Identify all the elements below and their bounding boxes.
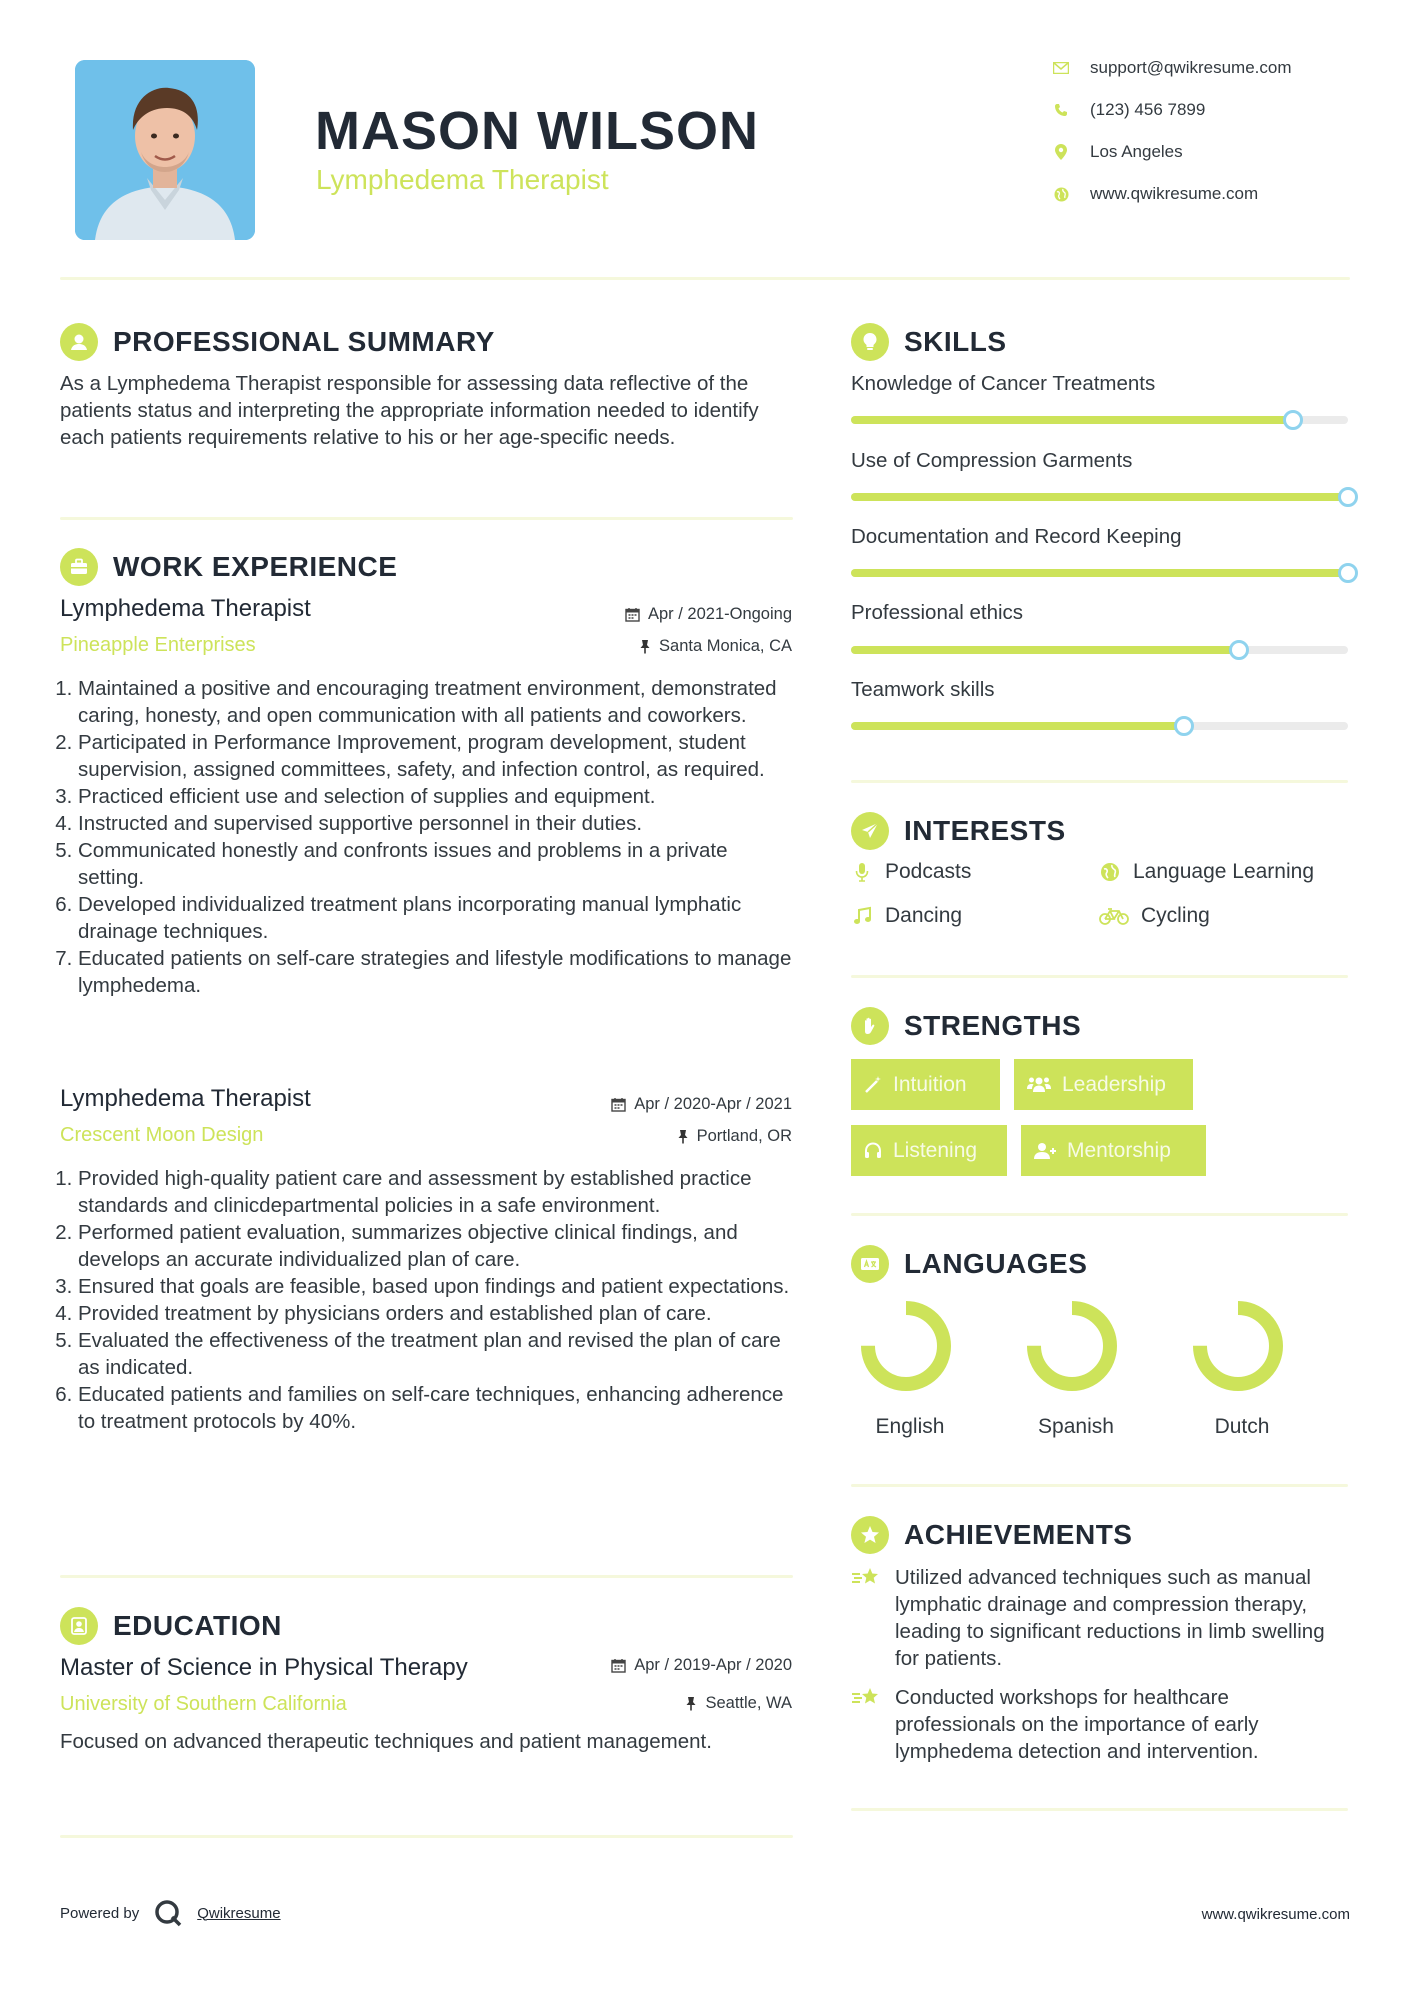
- interest-item: [1099, 904, 1210, 928]
- summary-divider: [60, 517, 793, 520]
- list-item: 1. Maintained a positive and encouraging treatment environment, demonstrated caring, honesty, and open communication with all patients and coworkers.: [78, 675, 795, 729]
- skill-bar: [851, 646, 1348, 654]
- language-ring: [860, 1300, 952, 1392]
- job-2-title: Lymphedema Therapist: [60, 1085, 311, 1112]
- education-dates-text: Apr / 2019-Apr / 2020: [634, 1656, 792, 1674]
- education-header: [60, 1607, 282, 1645]
- calendar-icon: [611, 1658, 626, 1673]
- strength-tag: [851, 1059, 1000, 1110]
- user-plus-icon: [1033, 1141, 1057, 1161]
- strength-tag: [851, 1125, 1007, 1176]
- skill-bar-knob: [1283, 410, 1303, 430]
- language-name: Spanish: [1038, 1415, 1114, 1438]
- skill-bar-knob: [1229, 640, 1249, 660]
- footer-powered-by: [60, 1898, 281, 1928]
- job-1-location: [639, 637, 792, 656]
- skill-bar: [851, 722, 1348, 730]
- interest-item: [851, 860, 971, 884]
- contact-email-text: support@qwikresume.com: [1090, 58, 1292, 77]
- job-2-dates-text: Apr / 2020-Apr / 2021: [634, 1095, 792, 1113]
- language-ring: [1026, 1300, 1118, 1392]
- paper-plane-icon: [851, 812, 889, 850]
- language-name: English: [875, 1415, 945, 1438]
- star-badge-icon: [851, 1516, 889, 1554]
- job-1-duties: [60, 675, 795, 999]
- magic-wand-icon: [863, 1075, 883, 1095]
- achievements-title: ACHIEVEMENTS: [904, 1519, 1133, 1550]
- interests-divider: [851, 975, 1348, 978]
- strength-label: Listening: [893, 1138, 978, 1162]
- interest-label: Podcasts: [885, 860, 972, 883]
- contact-location-text: Los Angeles: [1090, 142, 1183, 161]
- lightbulb-icon: [851, 323, 889, 361]
- experience-divider: [60, 1575, 793, 1578]
- qwikresume-logo-icon: [153, 1898, 183, 1928]
- experience-header: [60, 548, 397, 586]
- map-pin-icon: [1052, 143, 1070, 161]
- strengths-header: [851, 1007, 1081, 1045]
- list-item: 5. Communicated honestly and confronts issues and problems in a private setting.: [78, 837, 795, 891]
- music-note-icon: [851, 905, 873, 927]
- skill-name: Documentation and Record Keeping: [851, 525, 1182, 548]
- strength-tag: [1021, 1125, 1206, 1176]
- strength-label: Leadership: [1062, 1072, 1166, 1096]
- interest-item: [851, 904, 962, 928]
- skills-header: [851, 323, 1007, 361]
- achievement-item: [851, 1564, 1351, 1672]
- list-item: 7. Educated patients on self-care strategies and lifestyle modifications to manage lymphedema.: [78, 945, 795, 999]
- list-item: 1. Provided high-quality patient care and assessment by established practice standards and clinicdepartmental policies in a safe environment.: [78, 1165, 795, 1219]
- skill-bar-fill: [851, 569, 1348, 577]
- skill-bar: [851, 493, 1348, 501]
- contact-phone[interactable]: [1052, 100, 1205, 120]
- profile-photo: [75, 60, 255, 240]
- interests-title: INTERESTS: [904, 815, 1066, 846]
- calendar-icon: [625, 607, 640, 622]
- skills-divider: [851, 780, 1348, 783]
- skill-bar-knob: [1338, 487, 1358, 507]
- achievement-text: Conducted workshops for healthcare professionals on the importance of early lymphedema detection and intervention.: [895, 1686, 1259, 1763]
- users-icon: [1026, 1075, 1052, 1095]
- header-divider: [60, 277, 1350, 280]
- strength-tag: [1014, 1059, 1193, 1110]
- candidate-title: Lymphedema Therapist: [316, 164, 609, 195]
- interest-item: [1099, 860, 1314, 884]
- strengths-divider: [851, 1213, 1348, 1216]
- calendar-icon: [611, 1097, 626, 1112]
- phone-icon: [1052, 101, 1070, 119]
- degree-title: Master of Science in Physical Therapy: [60, 1654, 468, 1681]
- hand-icon: [851, 1007, 889, 1045]
- interests-header: [851, 812, 1066, 850]
- skill-bar-fill: [851, 722, 1184, 730]
- list-item: 6. Educated patients and families on self-care techniques, enhancing adherence to treatment protocols by 40%.: [78, 1381, 795, 1435]
- education-location: [685, 1694, 792, 1713]
- languages-header: [851, 1245, 1087, 1283]
- headphones-icon: [863, 1141, 883, 1161]
- skill-bar: [851, 569, 1348, 577]
- education-title: EDUCATION: [113, 1610, 282, 1641]
- strength-label: Mentorship: [1067, 1138, 1171, 1162]
- contact-website[interactable]: [1052, 184, 1258, 204]
- pushpin-icon: [685, 1696, 697, 1711]
- shooting-star-icon: [851, 1564, 883, 1672]
- envelope-icon: [1052, 59, 1070, 77]
- graduate-icon: [60, 1607, 98, 1645]
- skill-bar-knob: [1338, 563, 1358, 583]
- powered-by-label: Powered by: [60, 1904, 140, 1922]
- summary-title: PROFESSIONAL SUMMARY: [113, 326, 495, 357]
- contact-location: [1052, 142, 1183, 162]
- achievements-divider: [851, 1808, 1348, 1811]
- school-name: University of Southern California: [60, 1693, 347, 1715]
- briefcase-icon: [60, 548, 98, 586]
- languages-title: LANGUAGES: [904, 1248, 1088, 1279]
- job-1-dates-text: Apr / 2021-Ongoing: [647, 605, 792, 623]
- bicycle-icon: [1099, 905, 1129, 927]
- job-2-duties: [60, 1165, 795, 1435]
- list-item: 3. Ensured that goals are feasible, based upon findings and patient expectations.: [78, 1273, 795, 1300]
- shooting-star-icon: [851, 1684, 883, 1765]
- skill-name: Use of Compression Garments: [851, 449, 1133, 472]
- list-item: 4. Instructed and supervised supportive personnel in their duties.: [78, 810, 795, 837]
- skill-bar-fill: [851, 646, 1239, 654]
- qwikresume-link[interactable]: Qwikresume: [197, 1904, 281, 1922]
- candidate-name: MASON WILSON: [315, 101, 759, 161]
- globe-icon: [1052, 185, 1070, 203]
- education-description: Focused on advanced therapeutic techniques and patient management.: [60, 1730, 712, 1753]
- skill-bar: [851, 416, 1348, 424]
- education-location-text: Seattle, WA: [705, 1694, 792, 1712]
- language-icon: [851, 1245, 889, 1283]
- globe-icon: [1099, 861, 1121, 883]
- skills-title: SKILLS: [904, 326, 1007, 357]
- skill-bar-fill: [851, 416, 1293, 424]
- user-icon: [60, 323, 98, 361]
- list-item: 6. Developed individualized treatment plans incorporating manual lymphatic drainage techniques.: [78, 891, 795, 945]
- skill-name: Professional ethics: [851, 601, 1024, 624]
- pushpin-icon: [677, 1129, 689, 1144]
- skill-name: Knowledge of Cancer Treatments: [851, 372, 1156, 395]
- summary-header: [60, 323, 495, 361]
- list-item: 2. Performed patient evaluation, summarizes objective clinical findings, and develops an accurate individualized plan of care.: [78, 1219, 795, 1273]
- summary-text: As a Lymphedema Therapist responsible for assessing data reflective of the patients status and interpreting the appropriate information needed to identify each patients requirements relative to his or her age-specific needs.: [60, 372, 759, 449]
- interest-label: Dancing: [885, 904, 963, 927]
- interest-label: Language Learning: [1133, 860, 1315, 883]
- experience-title: WORK EXPERIENCE: [113, 551, 398, 582]
- job-1-location-text: Santa Monica, CA: [659, 637, 792, 655]
- contact-phone-text: (123) 456 7899: [1090, 100, 1206, 119]
- pushpin-icon: [639, 639, 651, 654]
- languages-divider: [851, 1484, 1348, 1487]
- contact-website-text: www.qwikresume.com: [1090, 184, 1259, 203]
- job-2-company: Crescent Moon Design: [60, 1124, 264, 1146]
- language-name: Dutch: [1214, 1415, 1270, 1438]
- person-avatar-icon: [75, 60, 255, 240]
- footer-website[interactable]: www.qwikresume.com: [1201, 1906, 1350, 1923]
- education-divider: [60, 1835, 793, 1838]
- strength-label: Intuition: [893, 1072, 967, 1096]
- interest-label: Cycling: [1141, 904, 1210, 927]
- strengths-title: STRENGTHS: [904, 1010, 1082, 1041]
- microphone-icon: [851, 861, 873, 883]
- education-dates: [611, 1656, 792, 1675]
- contact-email[interactable]: [1052, 58, 1292, 78]
- job-2-dates: [611, 1095, 792, 1114]
- skill-name: Teamwork skills: [851, 678, 995, 701]
- skill-bar-knob: [1174, 716, 1194, 736]
- skill-bar-fill: [851, 493, 1348, 501]
- job-2-location: [677, 1127, 792, 1146]
- achievement-text: Utilized advanced techniques such as manual lymphatic drainage and compression therapy, leading to significant reductions in limb swelling for patients.: [895, 1566, 1325, 1670]
- job-2-location-text: Portland, OR: [696, 1127, 792, 1145]
- job-1-title: Lymphedema Therapist: [60, 595, 311, 622]
- list-item: 3. Practiced efficient use and selection of supplies and equipment.: [78, 783, 795, 810]
- job-1-company: Pineapple Enterprises: [60, 634, 256, 656]
- achievement-item: [851, 1684, 1351, 1765]
- list-item: 5. Evaluated the effectiveness of the treatment plan and revised the plan of care as indicated.: [78, 1327, 795, 1381]
- achievements-header: [851, 1516, 1132, 1554]
- list-item: 4. Provided treatment by physicians orders and established plan of care.: [78, 1300, 795, 1327]
- job-1-dates: [625, 605, 792, 624]
- language-ring: [1192, 1300, 1284, 1392]
- list-item: 2. Participated in Performance Improvement, program development, student supervision, assigned committees, safety, and infection control, as required.: [78, 729, 795, 783]
